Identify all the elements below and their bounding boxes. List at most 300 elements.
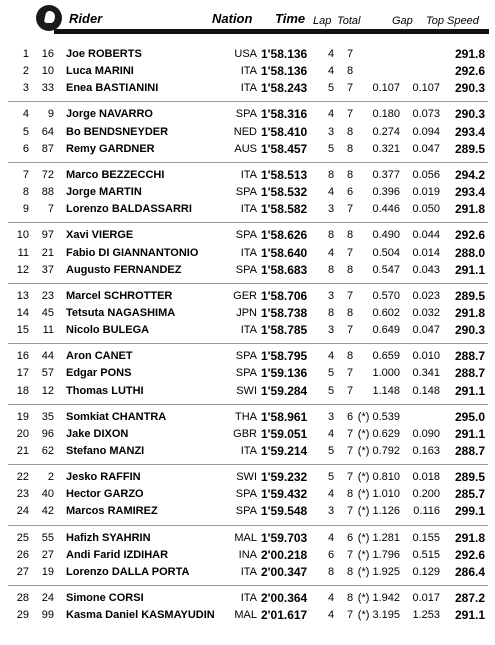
table-row	[0, 288, 495, 305]
table-row	[0, 469, 495, 486]
total: 7	[346, 246, 354, 259]
group-separator	[8, 464, 488, 465]
nation: INA	[238, 548, 257, 561]
header-nation: Nation	[212, 11, 253, 26]
lap-time: 2'00.364	[261, 591, 308, 606]
top-speed: 288.7	[455, 349, 486, 364]
lap: 4	[327, 488, 335, 501]
position: 25	[16, 531, 29, 544]
top-speed: 288.7	[455, 366, 486, 381]
gap-previous: 0.148	[412, 384, 440, 397]
position: 4	[22, 108, 29, 121]
nation: SWI	[236, 384, 257, 397]
position: 3	[22, 82, 29, 95]
lap: 4	[327, 531, 335, 544]
group-separator	[8, 101, 488, 102]
position: 19	[16, 410, 29, 423]
lap-time: 1'59.703	[261, 530, 308, 545]
rider-number: 23	[41, 289, 54, 302]
top-speed: 293.4	[455, 124, 486, 139]
lap-time: 1'59.432	[261, 487, 308, 502]
table-row	[0, 426, 495, 443]
rider-number: 10	[41, 65, 54, 78]
gap-first: 0.180	[372, 108, 400, 121]
rider-number: 62	[41, 445, 54, 457]
gap-first: (*) 0.539	[357, 410, 400, 423]
lap: 5	[327, 384, 335, 397]
nation: GBR	[233, 427, 257, 440]
lap-time: 1'58.513	[261, 167, 308, 182]
position: 9	[22, 203, 29, 216]
header-bar	[54, 29, 489, 34]
table-row	[0, 530, 495, 547]
rider-number: 35	[41, 410, 54, 423]
position: 12	[16, 263, 29, 276]
total: 7	[346, 384, 354, 397]
table-row	[0, 201, 495, 218]
table-row	[0, 46, 495, 63]
nation: AUS	[234, 142, 257, 155]
gap-previous: 0.094	[412, 125, 440, 138]
rider-name: Stefano MANZI	[66, 445, 145, 457]
gap-previous: 0.014	[412, 246, 440, 259]
nation: SPA	[235, 505, 257, 518]
lap-time: 1'59.051	[261, 426, 308, 441]
nation: SPA	[235, 350, 257, 363]
lap: 8	[327, 168, 335, 181]
gap-previous: 0.047	[412, 324, 440, 337]
rider-name: Bo BENDSNEYDER	[66, 125, 169, 138]
lap-time: 1'58.582	[261, 202, 308, 217]
rider-number: 2	[47, 471, 54, 484]
lap-time: 2'00.347	[261, 564, 308, 579]
gap-first: 0.321	[372, 142, 400, 155]
gap-first: (*) 1.796	[357, 548, 400, 561]
position: 26	[16, 548, 29, 561]
gap-first: 0.446	[372, 203, 400, 216]
gap-previous: 0.044	[412, 229, 440, 242]
table-row	[0, 486, 495, 503]
nation: NED	[233, 125, 257, 138]
gap-first: 0.602	[372, 306, 400, 319]
lap-time: 1'59.214	[261, 444, 308, 458]
top-speed: 291.8	[455, 305, 486, 320]
gap-first: 0.274	[372, 125, 400, 138]
total: 7	[346, 289, 354, 302]
table-row	[0, 348, 495, 365]
lap-time: 1'58.706	[261, 288, 308, 303]
gap-previous: 0.107	[412, 82, 440, 95]
table-row	[0, 167, 495, 184]
top-speed: 291.8	[455, 530, 486, 545]
table-row	[0, 305, 495, 322]
rider-number: 40	[41, 488, 54, 501]
rider-number: 87	[41, 142, 54, 155]
rider-name: Jorge NAVARRO	[66, 108, 153, 121]
rider-name: Fabio DI GIANNANTONIO	[66, 246, 199, 259]
total: 8	[346, 350, 354, 363]
rider-number: 97	[41, 229, 54, 242]
rider-name: Marco BEZZECCHI	[66, 168, 165, 181]
total: 7	[346, 609, 354, 622]
gap-first: (*) 0.629	[357, 427, 400, 440]
gap-first: 0.490	[372, 229, 400, 242]
gap-first: 1.000	[372, 367, 400, 380]
position: 16	[16, 350, 29, 363]
lap-time: 1'58.136	[261, 64, 308, 79]
rider-name: Tetsuta NAGASHIMA	[66, 306, 176, 319]
total: 7	[346, 203, 354, 216]
top-speed: 287.2	[455, 591, 486, 606]
table-row	[0, 245, 495, 262]
position: 20	[16, 427, 29, 440]
rider-number: 33	[41, 82, 54, 95]
position: 23	[16, 488, 29, 501]
lap: 8	[327, 263, 335, 276]
nation: ITA	[240, 65, 257, 78]
header-total: Total	[337, 15, 361, 27]
table-row	[0, 63, 495, 80]
top-speed: 285.7	[455, 487, 486, 502]
lap-time: 1'58.640	[261, 245, 308, 260]
position: 1	[22, 48, 29, 60]
total: 7	[346, 108, 354, 121]
total: 6	[346, 186, 354, 199]
lap: 3	[327, 324, 335, 337]
lap: 3	[327, 410, 335, 423]
total: 8	[346, 488, 354, 501]
gap-previous: 0.515	[412, 548, 440, 561]
rider-name: Luca MARINI	[66, 65, 134, 78]
gap-previous: 0.341	[412, 367, 440, 380]
total: 8	[346, 65, 354, 78]
gap-previous: 0.073	[412, 108, 440, 121]
group-separator	[8, 162, 488, 163]
rider-number: 24	[41, 592, 54, 605]
gap-previous: 0.032	[412, 306, 440, 319]
lap-time: 1'58.738	[261, 305, 308, 320]
gap-first: 0.396	[372, 186, 400, 199]
gap-previous: 0.018	[412, 471, 440, 484]
lap: 5	[327, 445, 335, 457]
lap-time: 1'59.232	[261, 470, 308, 485]
table-row	[0, 564, 495, 581]
table-row	[0, 322, 495, 339]
total: 7	[346, 548, 354, 561]
lap: 4	[327, 186, 335, 199]
rider-name: Jorge MARTIN	[66, 186, 142, 199]
rider-number: 57	[41, 367, 54, 380]
lap-time: 1'58.243	[261, 81, 308, 96]
gap-previous: 0.163	[412, 445, 440, 457]
top-speed: 291.1	[455, 426, 486, 441]
position: 7	[22, 168, 29, 181]
lap: 3	[327, 289, 335, 302]
group-separator	[8, 404, 488, 405]
rider-number: 21	[41, 246, 54, 259]
nation: JPN	[236, 306, 257, 319]
table-header	[0, 0, 495, 34]
lap: 4	[327, 65, 335, 78]
table-row	[0, 141, 495, 158]
rider-number: 44	[41, 350, 54, 363]
rider-name: Enea BASTIANINI	[66, 82, 159, 95]
gap-previous: 0.019	[412, 186, 440, 199]
rider-name: Jesko RAFFIN	[66, 471, 141, 484]
rider-number: 19	[41, 565, 54, 578]
gap-first: (*) 0.810	[357, 471, 400, 484]
total: 7	[346, 367, 354, 380]
top-speed: 290.3	[455, 81, 486, 96]
lap-time: 1'58.532	[261, 185, 308, 200]
table-row	[0, 184, 495, 201]
rider-number: 55	[41, 531, 54, 544]
group-separator	[8, 283, 488, 284]
lap-time: 1'59.284	[261, 383, 308, 398]
nation: ITA	[240, 203, 257, 216]
total: 7	[346, 324, 354, 337]
table-row	[0, 124, 495, 141]
nation: ITA	[240, 168, 257, 181]
rider-name: Jake DIXON	[66, 427, 129, 440]
total: 8	[346, 168, 354, 181]
nation: MAL	[234, 609, 257, 622]
rider-number: 12	[41, 384, 54, 397]
gap-first: (*) 1.010	[357, 488, 400, 501]
nation: SPA	[235, 263, 257, 276]
top-speed: 289.5	[455, 141, 486, 156]
table-row	[0, 607, 495, 624]
rider-name: Aron CANET	[66, 350, 133, 363]
nation: ITA	[240, 565, 257, 578]
nation: MAL	[234, 531, 257, 544]
lap-time: 2'01.617	[261, 608, 308, 623]
position: 8	[22, 186, 29, 199]
rider-number: 72	[41, 168, 54, 181]
lap: 5	[327, 82, 335, 95]
gap-first: 0.107	[372, 82, 400, 95]
position: 18	[16, 384, 29, 397]
lap-time: 1'58.683	[261, 262, 308, 277]
nation: ITA	[240, 246, 257, 259]
position: 22	[16, 471, 29, 484]
header-lap: Lap	[313, 15, 332, 27]
table-row	[0, 503, 495, 520]
nation: GER	[233, 289, 257, 302]
position: 10	[16, 229, 29, 242]
lap-time: 1'58.316	[261, 107, 308, 122]
header-time: Time	[275, 11, 306, 26]
gap-previous: 0.023	[412, 289, 440, 302]
gap-previous: 0.010	[412, 350, 440, 363]
table-row	[0, 106, 495, 123]
gap-first: (*) 0.792	[357, 445, 400, 457]
top-speed: 299.1	[455, 504, 486, 519]
rider-name: Edgar PONS	[66, 367, 132, 380]
total: 7	[346, 445, 354, 457]
rider-name: Marcos RAMIREZ	[66, 505, 158, 518]
gap-previous: 1.253	[412, 609, 440, 622]
group-separator	[8, 343, 488, 344]
total: 8	[346, 125, 354, 138]
gap-previous: 0.056	[412, 168, 440, 181]
rider-number: 99	[41, 609, 54, 622]
gap-first: (*) 1.942	[357, 592, 400, 605]
lap-time: 1'58.785	[261, 323, 308, 338]
lap: 4	[327, 246, 335, 259]
table-row	[0, 80, 495, 97]
top-speed: 295.0	[455, 409, 486, 424]
table-row	[0, 590, 495, 607]
nation: SPA	[235, 229, 257, 242]
total: 6	[346, 531, 354, 544]
header-rider: Rider	[69, 11, 103, 26]
position: 15	[16, 324, 29, 337]
rider-number: 16	[41, 48, 54, 60]
nation: SPA	[235, 108, 257, 121]
nation: ITA	[240, 82, 257, 95]
rider-name: Simone CORSI	[66, 592, 144, 605]
rider-number: 11	[42, 324, 54, 337]
table-row	[0, 547, 495, 564]
lap: 4	[327, 592, 335, 605]
total: 8	[346, 565, 354, 578]
total: 8	[346, 263, 354, 276]
position: 2	[22, 65, 29, 78]
nation: ITA	[240, 592, 257, 605]
top-speed: 294.2	[455, 167, 486, 182]
gap-first: (*) 1.126	[357, 505, 400, 518]
lap: 4	[327, 108, 335, 121]
gap-first: 0.659	[372, 350, 400, 363]
table-row	[0, 443, 495, 460]
lap-time: 1'58.457	[261, 141, 308, 156]
position: 17	[16, 367, 29, 380]
gap-first: (*) 1.925	[357, 565, 400, 578]
gap-first: 1.148	[372, 384, 400, 397]
top-speed: 289.5	[455, 288, 486, 303]
top-speed: 291.1	[455, 262, 486, 277]
top-speed: 291.8	[455, 47, 486, 61]
lap: 6	[327, 548, 335, 561]
top-speed: 293.4	[455, 185, 486, 200]
gap-previous: 0.116	[413, 505, 440, 518]
lap-time: 1'59.136	[261, 366, 308, 381]
total: 6	[346, 410, 354, 423]
total: 7	[346, 505, 354, 518]
gap-previous: 0.155	[412, 531, 440, 544]
position: 6	[22, 142, 29, 155]
rider-name: Somkiat CHANTRA	[66, 410, 167, 423]
motorcycle-logo-icon	[36, 5, 62, 31]
rider-name: Lorenzo DALLA PORTA	[66, 565, 190, 578]
total: 7	[346, 48, 354, 60]
top-speed: 291.1	[455, 383, 486, 398]
position: 14	[16, 306, 29, 319]
table-row	[0, 383, 495, 400]
lap: 3	[327, 203, 335, 216]
table-row	[0, 227, 495, 244]
top-speed: 292.6	[455, 64, 486, 79]
rider-name: Marcel SCHROTTER	[66, 289, 173, 302]
lap: 4	[327, 609, 335, 622]
top-speed: 291.1	[455, 608, 486, 623]
gap-previous: 0.047	[412, 142, 440, 155]
rider-number: 37	[41, 263, 54, 276]
lap-time: 1'58.410	[261, 124, 308, 139]
gap-first: (*) 1.281	[357, 531, 400, 544]
table-row	[0, 365, 495, 382]
nation: ITA	[240, 445, 257, 457]
table-row	[0, 262, 495, 279]
lap: 4	[327, 350, 335, 363]
rider-name: Lorenzo BALDASSARRI	[66, 203, 192, 216]
header-top-speed: Top Speed	[426, 15, 479, 27]
rider-name: Joe ROBERTS	[66, 48, 142, 60]
position: 13	[16, 289, 29, 302]
lap: 4	[327, 48, 335, 60]
rider-name: Augusto FERNANDEZ	[66, 263, 182, 276]
top-speed: 288.7	[455, 444, 486, 458]
lap-time: 2'00.218	[261, 547, 308, 562]
total: 8	[346, 229, 354, 242]
lap: 5	[327, 367, 335, 380]
lap-time: 1'59.548	[261, 504, 308, 519]
group-separator	[8, 525, 488, 526]
table-row	[0, 409, 495, 426]
total: 7	[346, 427, 354, 440]
rider-number: 7	[47, 203, 54, 216]
rider-number: 27	[41, 548, 54, 561]
lap: 4	[327, 427, 335, 440]
rider-name: Hector GARZO	[66, 488, 144, 501]
rider-name: Nicolo BULEGA	[66, 324, 150, 337]
group-separator	[8, 222, 488, 223]
position: 21	[16, 445, 29, 457]
rider-number: 96	[41, 427, 54, 440]
gap-first: 0.570	[372, 289, 400, 302]
rider-name: Andi Farid IZDIHAR	[66, 548, 169, 561]
gap-first: (*) 3.195	[357, 609, 400, 622]
gap-previous: 0.090	[412, 427, 440, 440]
top-speed: 288.0	[455, 245, 486, 260]
nation: SPA	[235, 488, 257, 501]
total: 8	[346, 306, 354, 319]
gap-previous: 0.017	[412, 592, 440, 605]
lap-time: 1'58.136	[261, 47, 308, 61]
gap-previous: 0.200	[412, 488, 440, 501]
nation: SPA	[235, 367, 257, 380]
nation: ITA	[240, 324, 257, 337]
nation: THA	[235, 410, 257, 423]
top-speed: 290.3	[455, 107, 486, 122]
rider-name: Remy GARDNER	[66, 142, 155, 155]
lap: 5	[327, 471, 335, 484]
lap: 5	[327, 142, 335, 155]
top-speed: 291.8	[455, 202, 486, 217]
rider-number: 42	[41, 505, 54, 518]
rider-name: Kasma Daniel KASMAYUDIN	[66, 609, 215, 622]
gap-previous: 0.043	[412, 263, 440, 276]
gap-first: 0.377	[372, 168, 400, 181]
position: 5	[22, 125, 29, 138]
lap: 3	[327, 505, 335, 518]
nation: USA	[234, 48, 257, 60]
top-speed: 290.3	[455, 323, 486, 338]
top-speed: 286.4	[455, 564, 486, 579]
gap-first: 0.504	[372, 246, 400, 259]
position: 29	[16, 609, 29, 622]
